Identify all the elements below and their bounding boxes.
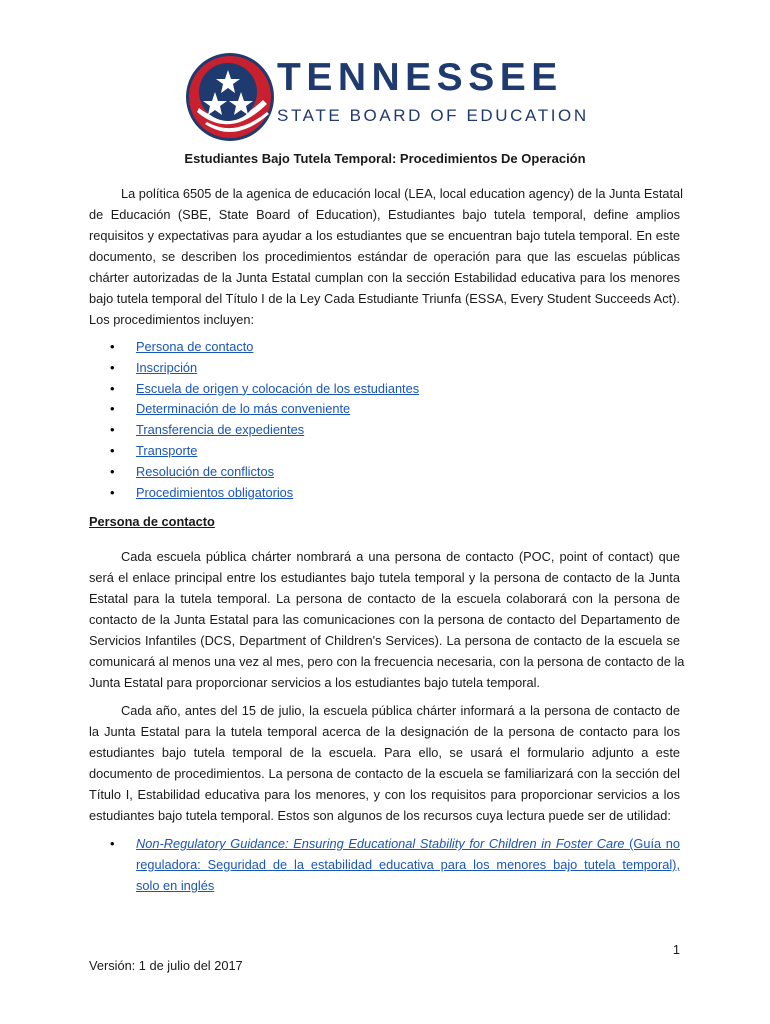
toc-link-resolucion[interactable]: Resolución de conflictos bbox=[136, 463, 274, 479]
procedures-list bbox=[108, 337, 419, 503]
annual-line: la Junta Estatal para la tutela temporal acerca de la designación de la persona de contacto para los bbox=[89, 724, 680, 739]
intro-line: chárter autorizadas de la Junta Estatal cumplan con la sección Estabilidad educativa para los menores bbox=[89, 270, 680, 285]
toc-link-persona-de-contacto[interactable]: Persona de contacto bbox=[136, 339, 254, 354]
annual-line: documento de procedimientos. La persona de contacto de la escuela se familiarizará con la sección del bbox=[89, 766, 680, 781]
annual-line: Cada año, antes del 15 de julio, la escuela pública chárter informará a la persona de contacto de bbox=[121, 703, 680, 718]
poc-line: Junta Estatal para proporcionar servicios a los estudiantes bajo tutela temporal. bbox=[89, 675, 540, 690]
annual-line: estudiantes bajo tutela temporal de la escuela. Para ello, se usará el formulario adjunto a este bbox=[89, 745, 680, 760]
logo-title: TENNESSEE bbox=[277, 56, 563, 99]
version-footer: Versión: 1 de julio del 2017 bbox=[89, 958, 243, 973]
poc-line: contacto de la Junta Estatal para las comunicaciones con la persona de contacto del Departamento de bbox=[89, 612, 680, 627]
poc-paragraph bbox=[89, 546, 685, 693]
intro-line: documento, se describen los procedimientos estándar de operación para que las escuelas públicas bbox=[89, 249, 680, 264]
list-item bbox=[108, 399, 419, 420]
intro-paragraph bbox=[89, 183, 684, 330]
intro-line: requisitos y expectativas para ayudar a los estudiantes que se encuentran bajo tutela temporal. En este bbox=[89, 228, 680, 243]
intro-line: bajo tutela temporal del Título I de la Ley Cada Estudiante Triunfa (ESSA, Every Student Succeeds Act). bbox=[89, 291, 680, 306]
toc-link-transporte[interactable]: Transporte bbox=[136, 442, 198, 458]
resource-line: reguladora: Seguridad de la estabilidad educativa para los menores bajo tutela temporal), bbox=[136, 857, 680, 872]
section-heading: Persona de contacto bbox=[89, 514, 215, 529]
document-title: Estudiantes Bajo Tutela Temporal: Procedimientos De Operación bbox=[184, 151, 586, 166]
resource-title-rest: (Guía no bbox=[624, 836, 681, 851]
poc-line: Cada escuela pública chárter nombrará a una persona de contacto (POC, point of contact) que bbox=[121, 549, 680, 564]
toc-link-determinacion[interactable]: Determinación de lo más conveniente bbox=[136, 401, 351, 417]
toc-link-inscripcion[interactable]: Inscripción bbox=[136, 359, 198, 375]
list-item bbox=[108, 833, 680, 896]
poc-line: Estatal para la tutela temporal. La persona de contacto de la escuela colaborará con la persona de bbox=[89, 591, 680, 606]
poc-line: será el enlace principal entre los estudiantes bajo tutela temporal y la persona de contacto de la Junta bbox=[89, 570, 680, 585]
list-item bbox=[108, 379, 419, 400]
tennessee-sbe-logo bbox=[185, 52, 589, 148]
list-item bbox=[108, 462, 419, 483]
list-item bbox=[108, 337, 419, 358]
resource-line bbox=[136, 833, 680, 854]
list-item bbox=[108, 483, 419, 504]
toc-link-transferencia[interactable]: Transferencia de expedientes bbox=[136, 422, 305, 438]
page-number: 1 bbox=[672, 942, 680, 957]
resource-link[interactable] bbox=[136, 833, 680, 896]
list-item bbox=[108, 358, 419, 379]
poc-line: comunicará al menos una vez al mes, pero con la frecuencia necesaria, con la persona de contacto de la bbox=[89, 654, 685, 669]
annual-paragraph bbox=[89, 700, 680, 826]
annual-line: estudiantes bajo tutela temporal. Estos son algunos de los recursos cuya lectura puede ser de utilidad: bbox=[89, 808, 671, 823]
tennessee-seal-icon bbox=[185, 52, 275, 142]
toc-link-procedimientos[interactable]: Procedimientos obligatorios bbox=[136, 484, 294, 500]
list-item bbox=[108, 441, 419, 462]
intro-line: de Educación (SBE, State Board of Education), Estudiantes bajo tutela temporal, define amplios bbox=[89, 207, 680, 222]
logo-subtitle: STATE BOARD OF EDUCATION bbox=[277, 106, 589, 125]
intro-line: Los procedimientos incluyen: bbox=[89, 312, 255, 327]
toc-link-escuela-de-origen[interactable]: Escuela de origen y colocación de los estudiantes bbox=[136, 380, 420, 396]
poc-line: Servicios Infantiles (DCS, Department of Children's Services). La persona de contacto de la escuela se bbox=[89, 633, 680, 648]
annual-line: Título I, Estabilidad educativa para los menores, y con los requisitos para proporcionar servicios a los bbox=[89, 787, 680, 802]
resources-list bbox=[108, 833, 680, 896]
intro-line: La política 6505 de la agenica de educación local (LEA, local education agency) de la Junta Estatal bbox=[121, 186, 684, 201]
resource-line: solo en inglés bbox=[136, 878, 215, 893]
resource-title: Non-Regulatory Guidance: Ensuring Educational Stability for Children in Foster Care bbox=[136, 836, 625, 851]
list-item bbox=[108, 420, 419, 441]
